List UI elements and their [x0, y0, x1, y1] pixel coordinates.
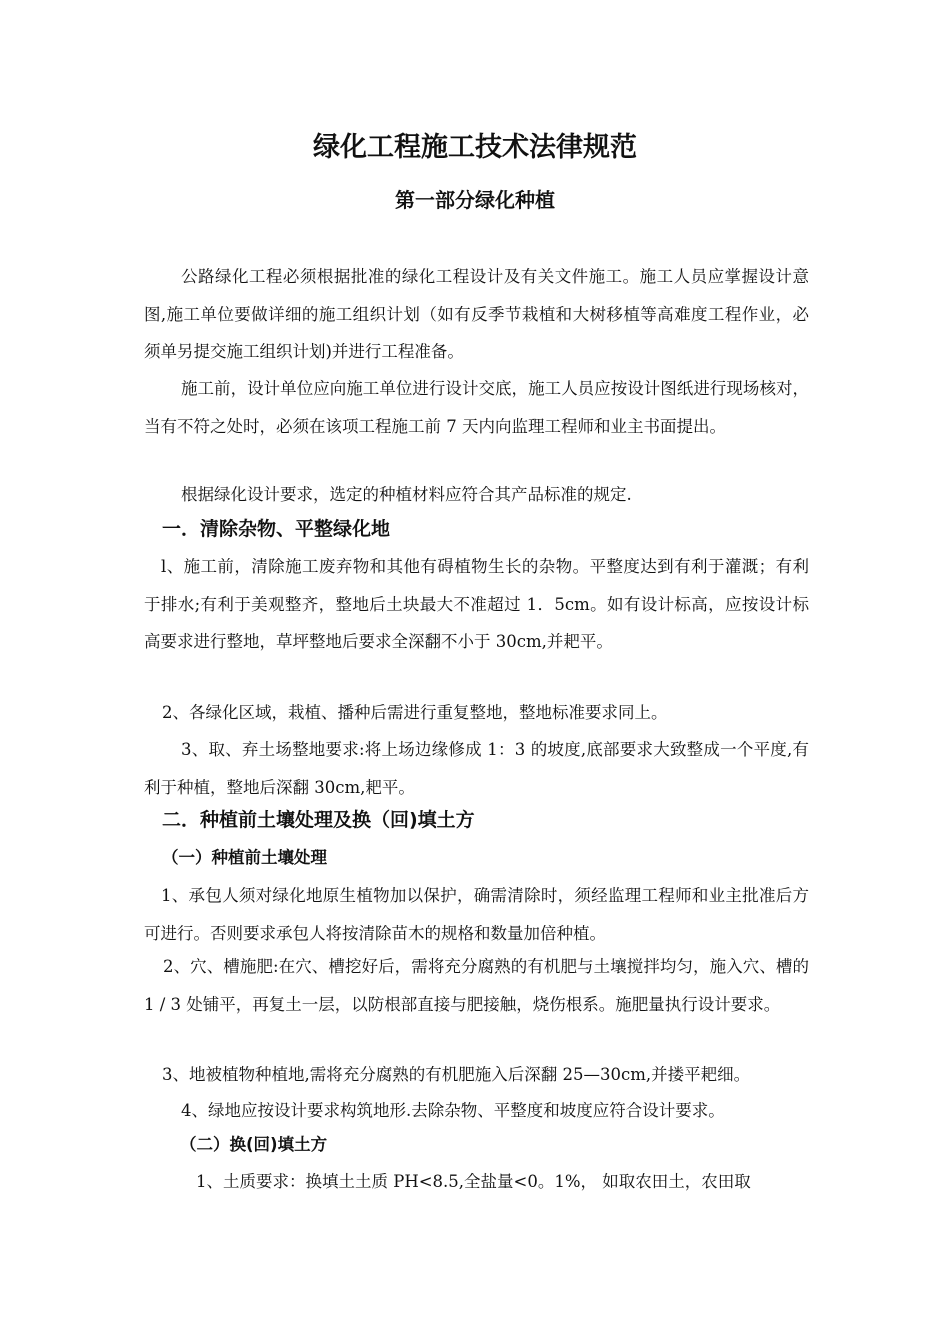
section-1-item-1: l、施工前，清除施工废弃物和其他有碍植物生长的杂物。平整度达到有利于灌溉；有利于排水;有利于美观整齐，整地后土块最大不准超过 1．5cm。如有设计标高，应按设计标高要求进行整地，草坪整地后要求全深翻不小于 30cm,并耙平。	[144, 557, 809, 651]
section-1-item-3: 3、取、弃土场整地要求:将上场边缘修成 1：3 的坡度,底部要求大致整成一个平度,有利于种植，整地后深翻 30cm,耙平。	[144, 740, 809, 797]
subsection-1-item-1: 1、承包人须对绿化地原生植物加以保护，确需清除时，须经监理工程师和业主批准后方可进行。否则要求承包人将按清除苗木的规格和数量加倍种植。	[144, 886, 809, 943]
document-title: 绿化工程施工技术法律规范	[313, 132, 637, 163]
section-1-item-2: 2、各绿化区域，栽植、播种后需进行重复整地，整地标准要求同上。	[162, 703, 668, 722]
subsection-2-heading: （二）换(回)填土方	[180, 1135, 328, 1154]
intro-paragraph-2: 施工前，设计单位应向施工单位进行设计交底，施工人员应按设计图纸进行现场核对，当有不符之处时，必须在该项工程施工前 7 天内向监理工程师和业主书面提出。	[144, 379, 809, 436]
subsection-1-item-3: 3、地被植物种植地,需将充分腐熟的有机肥施入后深翻 25—30cm,并搂平耙细。	[162, 1065, 751, 1084]
intro-paragraph-3: 根据绿化设计要求，选定的种植材料应符合其产品标准的规定.	[181, 485, 632, 504]
intro-paragraph-1: 公路绿化工程必须根据批准的绿化工程设计及有关文件施工。施工人员应掌握设计意图,施工单位要做详细的施工组织计划（如有反季节栽植和大树移植等高难度工程作业，必须单另提交施工组织计划)并进行工程准备。	[144, 267, 809, 361]
document-subtitle: 第一部分绿化种植	[395, 188, 555, 212]
subsection-1-item-2: 2、穴、槽施肥:在穴、槽挖好后，需将充分腐熟的有机肥与土壤搅拌均匀，施入穴、槽的 1 / 3 处铺平，再复土一层，以防根部直接与肥接触，烧伤根系。施肥量执行设计要求。	[144, 957, 809, 1014]
subsection-1-item-4: 4、绿地应按设计要求构筑地形.去除杂物、平整度和坡度应符合设计要求。	[181, 1101, 725, 1120]
subsection-2-item-1: 1、土质要求：换填土土质 PH<8.5,全盐量<0。1%， 如取农田土，农田取	[196, 1172, 751, 1191]
section-2-heading: 二．种植前土壤处理及换（回)填土方	[162, 809, 475, 831]
section-1-heading: 一．清除杂物、平整绿化地	[162, 518, 391, 540]
subsection-1-heading: （一）种植前土壤处理	[162, 848, 327, 867]
